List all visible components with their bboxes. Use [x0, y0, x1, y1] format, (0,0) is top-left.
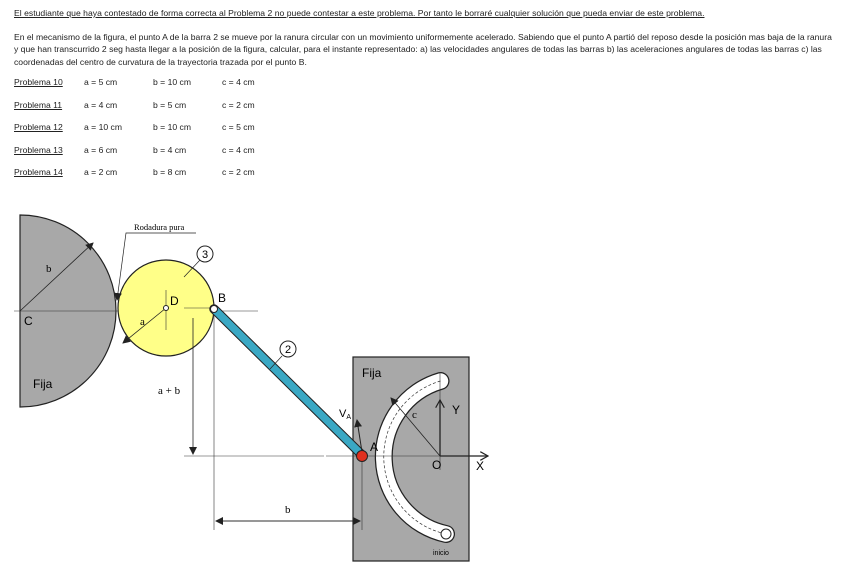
label-C: C [24, 314, 33, 328]
param-a: a = 5 cm [84, 77, 118, 87]
problem-name: Problema 12 [14, 122, 63, 133]
exclusion-notice: El estudiante que haya contestado de forma correcta al Problema 2 no puede contestar a este problema. Por tanto le borraré cualquier solución que pueda enviar de este problema. [14, 8, 705, 18]
bar2-number: 2 [284, 344, 292, 356]
param-b: b = 8 cm [153, 167, 187, 178]
problem-name: Problema 14 [14, 167, 63, 178]
problem-name: Problema 10 [14, 77, 63, 87]
disc3-number: 3 [201, 249, 209, 261]
label-Y: Y [452, 403, 461, 417]
label-VA-sub: A [346, 414, 352, 421]
problem-name: Problema 13 [14, 144, 63, 155]
param-b: b = 10 cm [153, 77, 191, 87]
param-c: c = 2 cm [222, 167, 255, 178]
start-position-mark [441, 529, 451, 539]
pin-A [357, 451, 368, 462]
param-a: a = 4 cm [84, 99, 118, 110]
label-VA [339, 408, 351, 421]
label-inicio: inicio [433, 550, 449, 557]
label-c: c [412, 409, 417, 421]
label-D: D [170, 294, 179, 308]
problem-name: Problema 11 [14, 99, 63, 110]
param-a: a = 6 cm [84, 144, 118, 155]
param-b: b = 5 cm [153, 99, 187, 110]
fixed-left-label: Fija [33, 377, 53, 391]
label-a-plus-b: a + b [158, 385, 181, 397]
bar-2-fill [214, 309, 362, 455]
param-b: b = 4 cm [153, 144, 187, 155]
label-b-radius: b [46, 263, 52, 275]
param-a: a = 2 cm [84, 167, 118, 178]
label-O: O [432, 458, 442, 472]
label-X: X [476, 459, 485, 473]
label-b-horizontal: b [285, 504, 291, 516]
param-c: c = 5 cm [222, 122, 255, 133]
param-a: a = 10 cm [84, 122, 122, 133]
pin-D [164, 306, 169, 311]
label-B: B [218, 291, 227, 305]
fixed-right-label: Fija [362, 366, 382, 380]
pin-B [211, 306, 218, 313]
param-c: c = 4 cm [222, 144, 255, 155]
label-A: A [370, 440, 379, 454]
label-VA-main: V [339, 408, 347, 420]
param-c: c = 4 cm [222, 77, 255, 87]
param-b: b = 10 cm [153, 122, 191, 133]
problem-statement: En el mecanismo de la figura, el punto A de la barra 2 se mueve por la ranura circular con un movimiento uniformemente acelerado. Sabiendo que el punto A partió del reposo desde la posición mas baja de la ranura y que han transcurrido 2 seg hasta llegar a la posición de la figura, calcular, para el instante representado: a) las velocidades angulares de todas las barras b) las aceleraciones angulares de todas las barras c) las coordenadas del centro de curvatura de la trayectoria trazada por el punto B. [14, 32, 832, 67]
label-a: a [140, 316, 145, 328]
param-c: c = 2 cm [222, 99, 255, 110]
rolling-label: Rodadura pura [134, 222, 185, 232]
